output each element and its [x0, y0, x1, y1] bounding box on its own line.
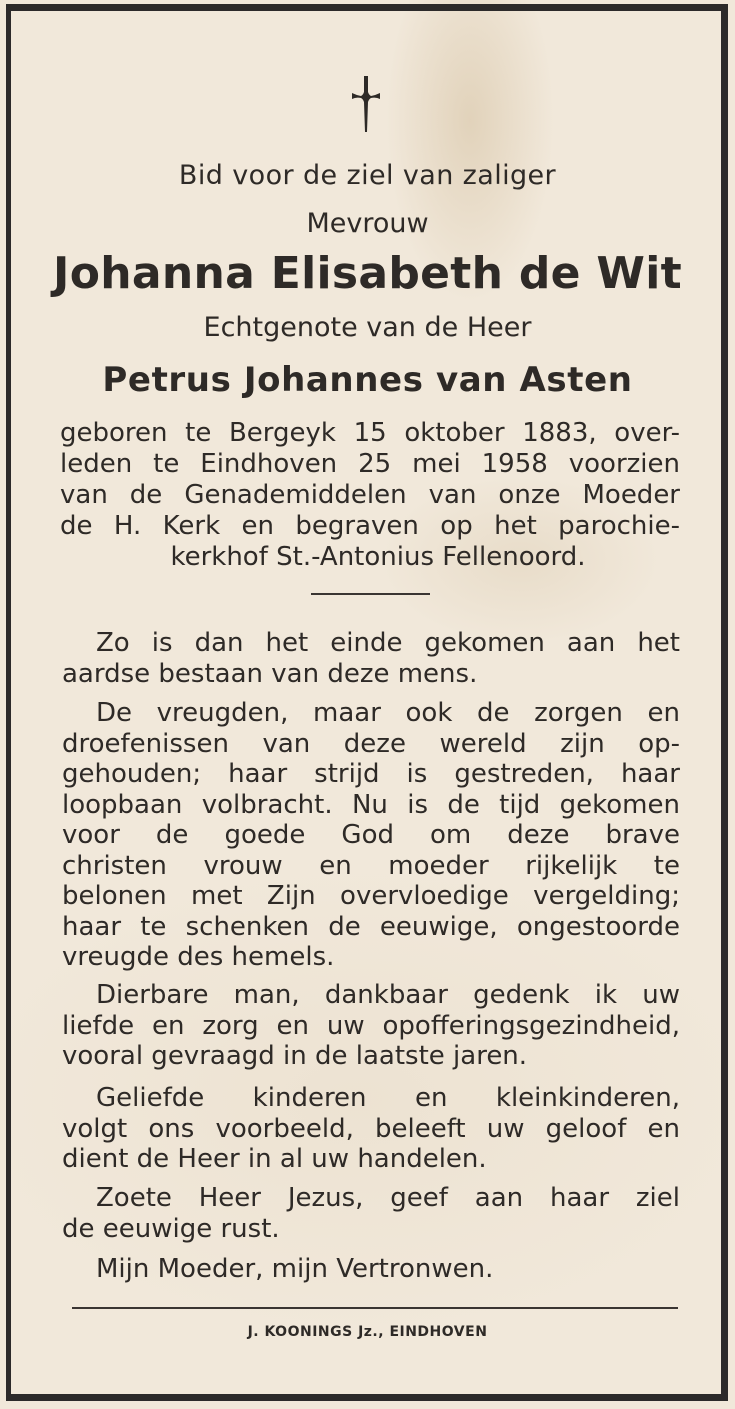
latin-cross-icon — [340, 74, 392, 136]
text-line: vreugde des hemels. — [62, 942, 335, 972]
text-line: christen vrouw en moeder rijkelijk te — [62, 850, 680, 881]
text-line: Geliefde kinderen en kleinkinderen, — [96, 1083, 680, 1113]
paragraph-prayer — [62, 1183, 680, 1244]
text-line: haar te schenken de eeuwige, ongestoorde — [62, 911, 680, 942]
spouse-label: Echtgenote van de Heer — [203, 312, 532, 343]
text-line: voor de goede God om deze brave — [62, 820, 680, 850]
text-line: loopbaan volbracht. Nu is de tijd gekomen — [62, 789, 680, 820]
deceased-name: Johanna Elisabeth de Wit — [53, 248, 682, 299]
text-line: dient de Heer in al uw handelen. — [62, 1144, 487, 1174]
paragraph-joys — [62, 698, 680, 973]
text-line: Zoete Heer Jezus, geef aan haar ziel — [96, 1183, 680, 1213]
text-line: Dierbare man, dankbaar gedenk ik uw — [96, 980, 680, 1010]
text-line: droefenissen van deze wereld zijn op- — [62, 728, 680, 759]
bio-line: geboren te Bergeyk 15 oktober 1883, over- — [60, 418, 680, 448]
divider-long — [72, 1307, 678, 1309]
bio-line: van de Genademiddelen van onze Moeder — [60, 480, 680, 510]
bio-line: leden te Eindhoven 25 mei 1958 voorzien — [60, 449, 680, 479]
paragraph-children — [62, 1083, 680, 1175]
text-line: belonen met Zijn overvloedige vergelding; — [62, 881, 680, 911]
bio-line: kerkhof St.-Antonius Fellenoord. — [170, 542, 586, 572]
biography — [60, 418, 680, 573]
text-line: gehouden; haar strijd is gestreden, haar — [62, 759, 680, 789]
text-line: liefde en zorg en uw opofferingsgezindheid, — [62, 1010, 680, 1041]
spouse-name: Petrus Johannes van Asten — [102, 360, 633, 400]
text-line: vooral gevraagd in de laatste jaren. — [62, 1041, 528, 1071]
printer-imprint: J. KOONINGS Jz., EINDHOVEN — [247, 1324, 488, 1340]
text-line: Mijn Moeder, mijn Vertronwen. — [96, 1254, 494, 1284]
text-line: de eeuwige rust. — [62, 1213, 280, 1244]
prayer-line: Bid voor de ziel van zaliger — [178, 160, 557, 191]
text-line: aardse bestaan van deze mens. — [62, 658, 478, 689]
divider-short — [311, 593, 430, 595]
bio-line: de H. Kerk en begraven op het parochie- — [60, 511, 680, 541]
text-line: De vreugden, maar ook de zorgen en — [96, 698, 680, 728]
paragraph-husband — [62, 980, 680, 1072]
paragraph-mother — [62, 1254, 680, 1285]
text-line: volgt ons voorbeeld, beleeft uw geloof en — [62, 1113, 680, 1144]
paragraph-end — [62, 628, 680, 689]
title-mevrouw: Mevrouw — [306, 208, 429, 239]
text-line: Zo is dan het einde gekomen aan het — [96, 628, 680, 658]
